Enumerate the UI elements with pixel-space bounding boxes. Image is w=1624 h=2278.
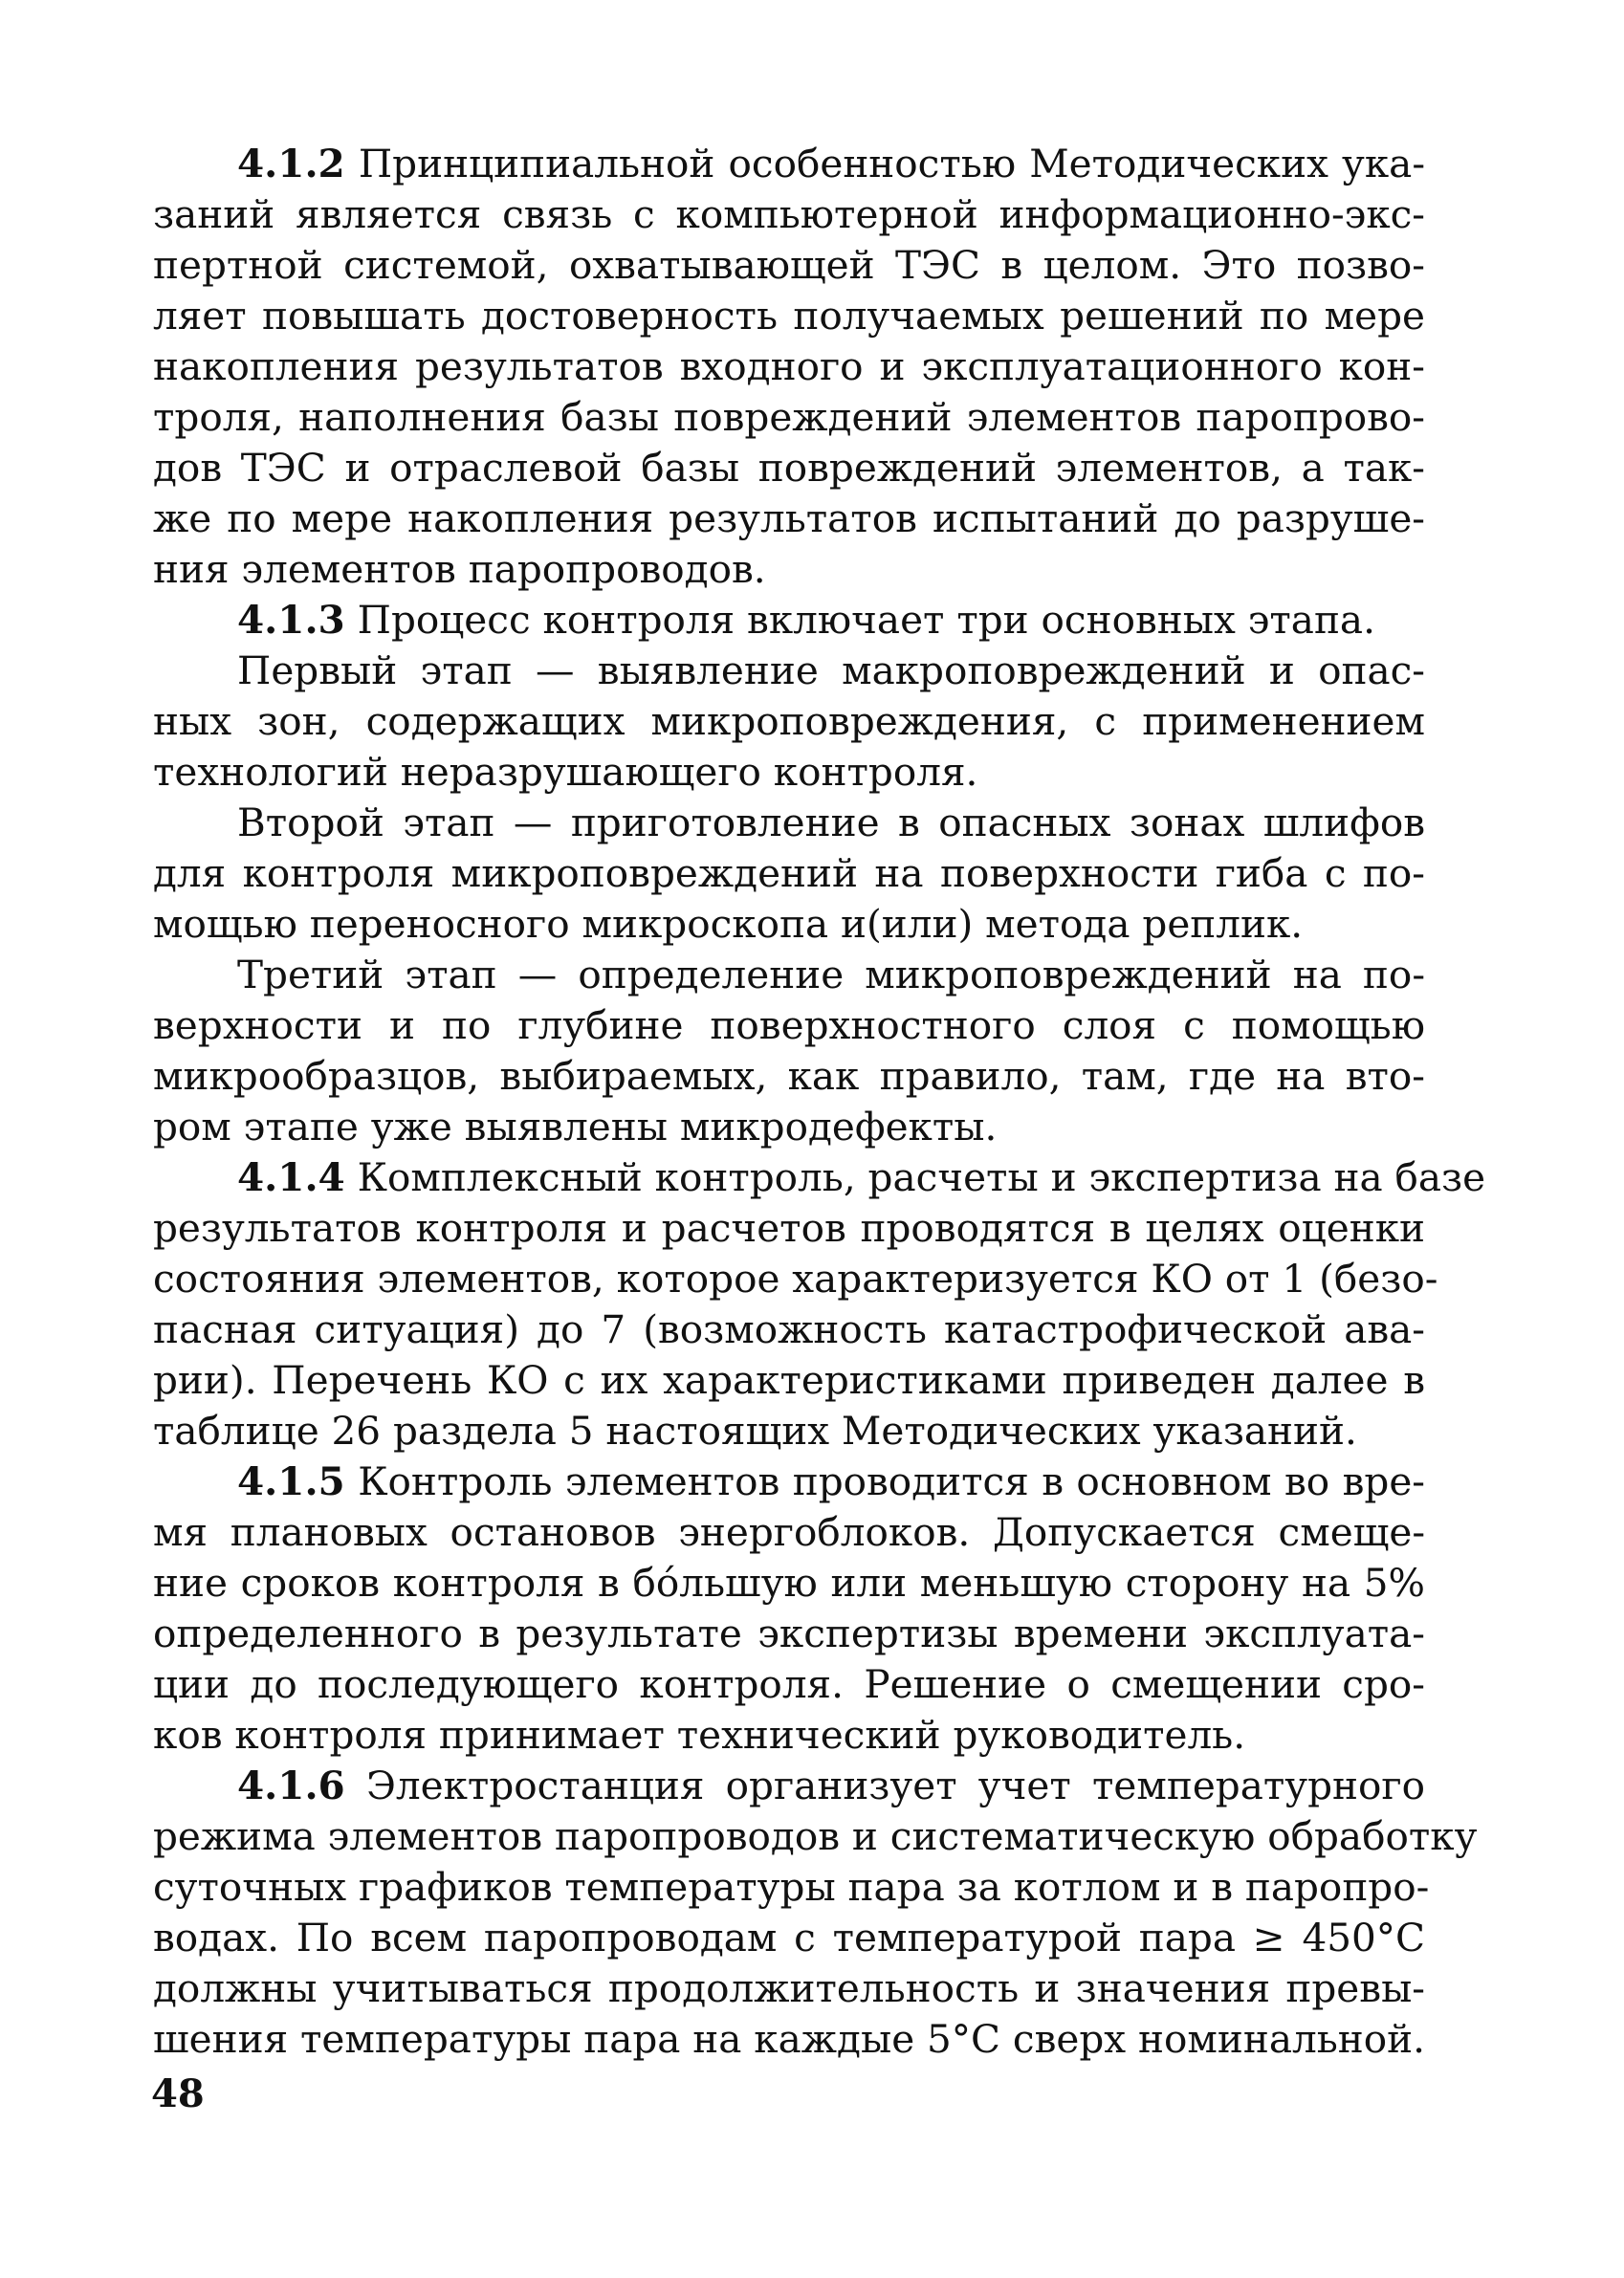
line-text: ние сроков контроля в бóльшую или меньшую сторону на 5%: [153, 1560, 1425, 1606]
line-text: определенного в результате экспертизы времени эксплуата-: [153, 1610, 1425, 1656]
line-text: ром этапе уже выявлены микродефекты.: [153, 1104, 998, 1150]
line-text: Электростанция организует учет температурного: [365, 1763, 1425, 1808]
paragraph-line: [153, 1609, 1425, 1659]
section-number: 4.1.2: [237, 141, 345, 186]
paragraph-line: [153, 1659, 1425, 1710]
line-text: Контроль элементов проводится в основном во вре-: [358, 1458, 1425, 1504]
line-text: ния элементов паропроводов.: [153, 546, 766, 592]
line-text: ции до последующего контроля. Решение о смещении сро-: [153, 1661, 1425, 1707]
line-text: технологий неразрушающего контроля.: [153, 749, 978, 795]
section-number: 4.1.3: [237, 597, 345, 643]
line-text: результатов контроля и расчетов проводятся в целях оценки: [153, 1205, 1425, 1251]
line-text: Процесс контроля включает три основных этапа.: [357, 597, 1375, 643]
line-text: микрообразцов, выбираемых, как правило, там, где на вто-: [153, 1053, 1425, 1099]
paragraph-line: [153, 1000, 1425, 1051]
paragraph-line: [153, 1457, 1425, 1507]
paragraph-line: [153, 139, 1425, 189]
paragraph-line: [153, 595, 1425, 646]
section-number: 4.1.6: [237, 1763, 345, 1808]
line-text: мощью переносного микроскопа и(или) метода реплик.: [153, 901, 1304, 947]
paragraph-line: [153, 747, 1425, 798]
paragraph-line: [153, 240, 1425, 291]
line-text: Комплексный контроль, расчеты и экспертиза на базе: [357, 1154, 1486, 1200]
paragraph-line: [153, 1761, 1425, 1811]
paragraph-line: [153, 2014, 1425, 2065]
paragraph-line: [153, 1811, 1478, 1862]
line-text: заний является связь с компьютерной информационно-экс-: [153, 191, 1425, 237]
line-text: дов ТЭС и отраслевой базы повреждений элементов, а так-: [153, 445, 1425, 491]
line-text: Принципиальной особенностью Методических ука-: [358, 141, 1425, 186]
line-text: водах. По всем паропроводам с температурой пара ≥ 450°С: [153, 1915, 1425, 1960]
paragraph-line: [153, 798, 1425, 848]
section-number: 4.1.5: [237, 1458, 345, 1504]
page-number: 48: [151, 2071, 205, 2116]
line-text: ляет повышать достоверность получаемых решений по мере: [153, 293, 1425, 339]
paragraph-line: [153, 1913, 1425, 1963]
paragraph-line: [153, 1710, 1425, 1761]
line-text: таблице 26 раздела 5 настоящих Методических указаний.: [153, 1408, 1357, 1454]
paragraph-line: [153, 1254, 1438, 1304]
line-text: мя плановых остановов энергоблоков. Допускается смеще-: [153, 1509, 1425, 1555]
line-text: накопления результатов входного и эксплуатационного кон-: [153, 343, 1425, 389]
line-text: ков контроля принимает технический руководитель.: [153, 1712, 1246, 1758]
paragraph-line: [153, 646, 1425, 696]
paragraph-line: [153, 1862, 1430, 1913]
line-text: же по мере накопления результатов испытаний до разруше-: [153, 495, 1425, 541]
paragraph-line: [153, 1102, 1425, 1152]
line-text: суточных графиков температуры пара за котлом и в паропро-: [153, 1864, 1430, 1910]
line-text: Первый этап — выявление макроповреждений и опас-: [237, 647, 1425, 693]
paragraph-line: [153, 1355, 1425, 1406]
paragraph-line: [153, 392, 1425, 443]
line-text: Второй этап — приготовление в опасных зонах шлифов: [237, 799, 1425, 845]
paragraph-line: [153, 696, 1425, 747]
paragraph-line: [153, 1203, 1425, 1254]
line-text: режима элементов паропроводов и систематическую обработку: [153, 1813, 1478, 1859]
line-text: шения температуры пара на каждые 5°С сверх номинальной.: [153, 2016, 1426, 2062]
line-text: верхности и по глубине поверхностного слоя с помощью: [153, 1002, 1425, 1048]
paragraph-line: [153, 1558, 1425, 1609]
line-text: пертной системой, охватывающей ТЭС в целом. Это позво-: [153, 242, 1425, 288]
paragraph-line: [153, 1304, 1425, 1355]
paragraph-line: [153, 544, 1425, 595]
line-text: состояния элементов, которое характеризуется КО от 1 (безо-: [153, 1256, 1438, 1302]
paragraph-line: [153, 1152, 1486, 1203]
paragraph-line: [153, 291, 1425, 341]
paragraph-line: [153, 1507, 1425, 1558]
line-text: для контроля микроповреждений на поверхности гиба с по-: [153, 850, 1425, 896]
line-text: пасная ситуация) до 7 (возможность катастрофической ава-: [153, 1306, 1425, 1352]
paragraph-line: [153, 848, 1425, 899]
paragraph-line: [153, 341, 1425, 392]
paragraph-line: [153, 443, 1425, 493]
line-text: рии). Перечень КО с их характеристиками приведен далее в: [153, 1357, 1425, 1403]
paragraph-line: [153, 950, 1425, 1000]
line-text: Третий этап — определение микроповреждений на по-: [237, 952, 1425, 997]
line-text: ных зон, содержащих микроповреждения, с применением: [153, 698, 1425, 744]
paragraph-line: [153, 189, 1425, 240]
section-number: 4.1.4: [237, 1154, 345, 1200]
body-text: [153, 139, 1486, 2065]
paragraph-line: [153, 1963, 1425, 2014]
line-text: должны учитываться продолжительность и значения превы-: [153, 1965, 1425, 2011]
line-text: троля, наполнения базы повреждений элементов паропрово-: [153, 394, 1425, 440]
paragraph-line: [153, 1406, 1425, 1457]
paragraph-line: [153, 899, 1425, 950]
paragraph-line: [153, 493, 1425, 544]
paragraph-line: [153, 1051, 1425, 1102]
